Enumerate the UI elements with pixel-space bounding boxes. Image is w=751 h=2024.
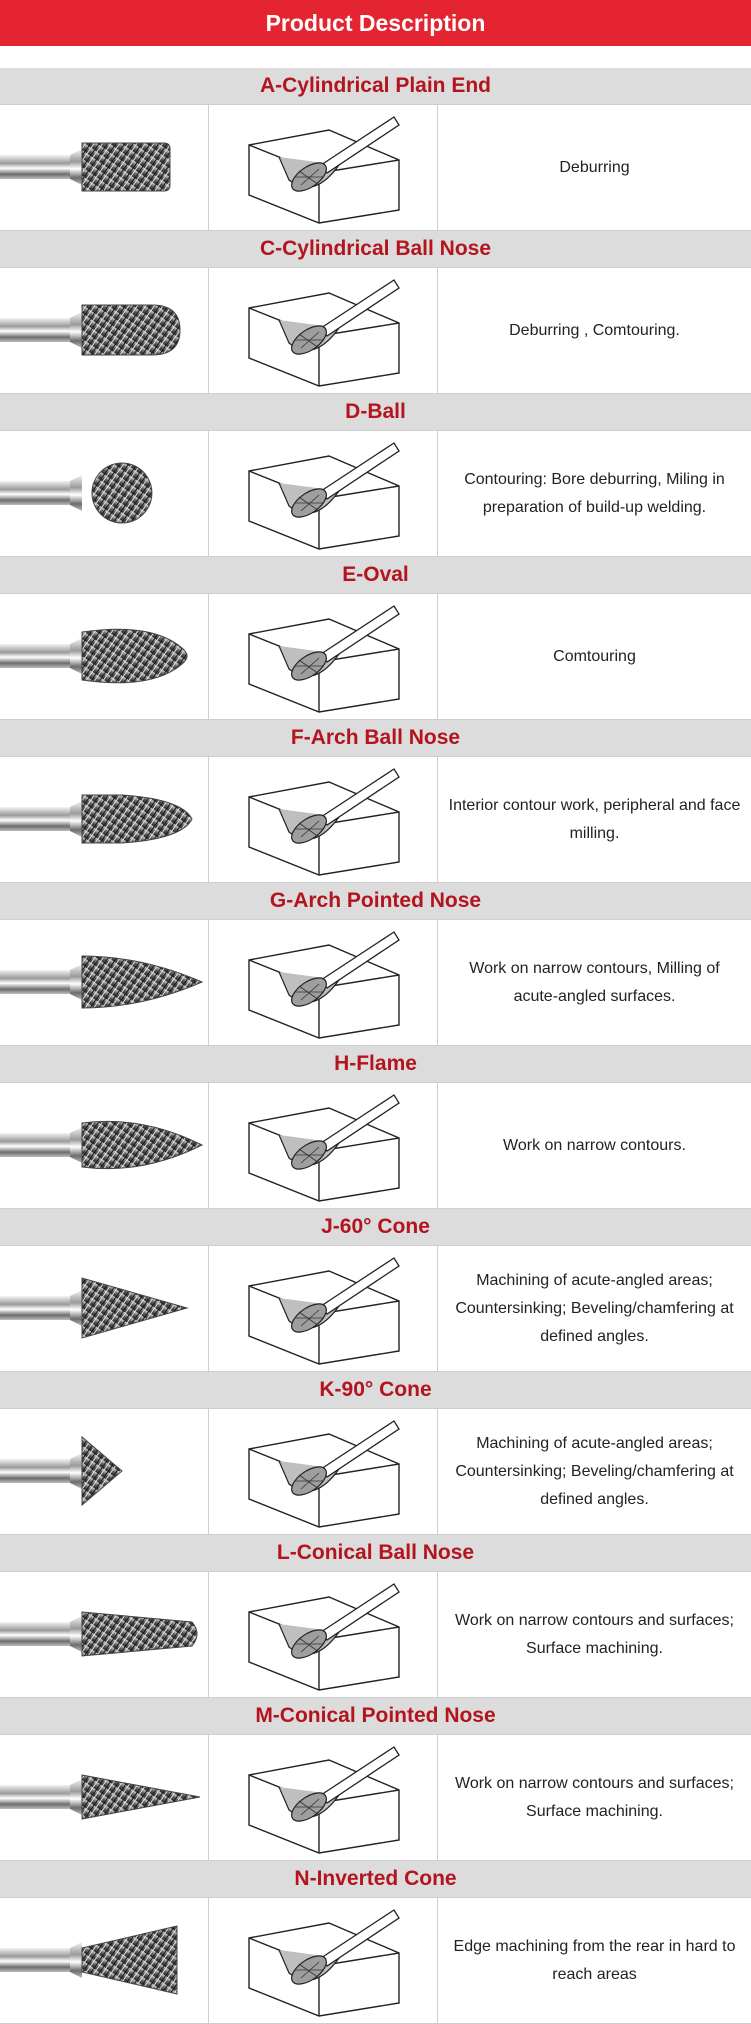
section-description: Comtouring: [553, 647, 636, 665]
application-diagram-icon: [209, 1246, 438, 1371]
burr-head: [82, 795, 192, 843]
burr-shank: [0, 481, 80, 505]
burr-shank: [0, 1459, 80, 1483]
section-title: D-Ball: [0, 394, 751, 430]
section-title: G-Arch Pointed Nose: [0, 883, 751, 919]
section-title: J-60° Cone: [0, 1209, 751, 1245]
section-description: Edge machining from the rear in hard to reach areas: [453, 1937, 736, 1983]
section-title: C-Cylindrical Ball Nose: [0, 231, 751, 267]
section-row: [0, 1571, 751, 1698]
burr-head: [82, 629, 187, 683]
section-row: [0, 1082, 751, 1209]
burr-neck: [70, 1616, 82, 1652]
section-description: Work on narrow contours and surfaces; Surface machining.: [455, 1611, 734, 1657]
banner-spacer: [0, 46, 751, 68]
burr-shank: [0, 1296, 80, 1320]
section-title: M-Conical Pointed Nose: [0, 1698, 751, 1734]
section-row: [0, 104, 751, 231]
burr-head: [82, 1278, 187, 1338]
section-description: Work on narrow contours.: [503, 1136, 686, 1154]
burr-shank: [0, 1948, 80, 1972]
product-section: [0, 394, 751, 557]
burr-head: [92, 463, 152, 523]
section-description: Machining of acute-angled areas; Countersinking; Beveling/chamfering at defined angles.: [455, 1271, 734, 1345]
section-row: [0, 1245, 751, 1372]
burr-shank: [0, 318, 80, 342]
application-diagram-icon: [209, 1083, 438, 1208]
burr-neck: [70, 1127, 82, 1163]
arch-ball-nose-burr-icon: [0, 757, 209, 882]
product-section: [0, 883, 751, 1046]
oval-burr-icon: [0, 594, 209, 719]
burr-head: [82, 1612, 197, 1656]
application-diagram-icon: [209, 105, 438, 230]
cylindrical-ball-nose-burr-icon: [0, 268, 209, 393]
inverted-cone-burr-icon: [0, 1898, 209, 2023]
conical-pointed-nose-burr-icon: [0, 1735, 209, 1860]
ball-burr-icon: [0, 431, 209, 556]
product-section: [0, 557, 751, 720]
burr-shank: [0, 644, 80, 668]
application-diagram-icon: [209, 431, 438, 556]
burr-neck: [70, 312, 82, 348]
burr-shank: [0, 1785, 80, 1809]
product-section: [0, 720, 751, 883]
application-diagram-icon: [209, 920, 438, 1045]
section-row: [0, 430, 751, 557]
section-row: [0, 756, 751, 883]
section-row: [0, 919, 751, 1046]
burr-head: [82, 1775, 200, 1819]
burr-neck: [70, 1290, 82, 1326]
cylindrical-plain-end-burr-icon: [0, 105, 209, 230]
burr-head: [82, 143, 170, 191]
burr-head: [82, 305, 180, 355]
section-title: L-Conical Ball Nose: [0, 1535, 751, 1571]
section-description: Deburring , Comtouring.: [509, 321, 680, 339]
section-row: [0, 593, 751, 720]
burr-head: [82, 956, 202, 1008]
section-row: [0, 1897, 751, 2024]
product-section: [0, 1046, 751, 1209]
product-section: [0, 1209, 751, 1372]
section-title: E-Oval: [0, 557, 751, 593]
section-title: A-Cylindrical Plain End: [0, 68, 751, 104]
burr-shank: [0, 1622, 80, 1646]
product-section: [0, 1861, 751, 2024]
section-description: Machining of acute-angled areas; Countersinking; Beveling/chamfering at defined angles.: [455, 1434, 734, 1508]
application-diagram-icon: [209, 268, 438, 393]
burr-neck: [70, 1453, 82, 1489]
section-row: [0, 267, 751, 394]
section-description: Interior contour work, peripheral and face milling.: [448, 796, 741, 842]
burr-shank: [0, 970, 80, 994]
application-diagram-icon: [209, 757, 438, 882]
application-diagram-icon: [209, 1409, 438, 1534]
product-section: [0, 1372, 751, 1535]
page-title-banner: [0, 0, 751, 46]
flame-burr-icon: [0, 1083, 209, 1208]
burr-shank: [0, 155, 80, 179]
burr-neck: [70, 964, 82, 1000]
section-description: Work on narrow contours and surfaces; Surface machining.: [455, 1774, 734, 1820]
arch-pointed-nose-burr-icon: [0, 920, 209, 1045]
section-title: N-Inverted Cone: [0, 1861, 751, 1897]
burr-neck: [70, 801, 82, 837]
section-description: Work on narrow contours, Milling of acute-angled surfaces.: [469, 959, 720, 1005]
burr-head: [82, 1437, 122, 1505]
section-title: F-Arch Ball Nose: [0, 720, 751, 756]
product-section: [0, 1698, 751, 1861]
section-row: [0, 1408, 751, 1535]
cone-60-burr-icon: [0, 1246, 209, 1371]
application-diagram-icon: [209, 1572, 438, 1697]
burr-head: [82, 1121, 202, 1168]
section-description: Deburring: [559, 158, 630, 176]
application-diagram-icon: [209, 1898, 438, 2023]
section-row: [0, 1734, 751, 1861]
cone-90-burr-icon: [0, 1409, 209, 1534]
application-diagram-icon: [209, 1735, 438, 1860]
page-title: Product Description: [265, 9, 486, 36]
product-section: [0, 68, 751, 231]
burr-neck: [70, 149, 82, 185]
burr-head: [82, 1926, 177, 1994]
burr-neck: [70, 1942, 82, 1978]
product-section: [0, 231, 751, 394]
burr-neck: [70, 638, 82, 674]
burr-shank: [0, 807, 80, 831]
burr-shank: [0, 1133, 80, 1157]
application-diagram-icon: [209, 594, 438, 719]
burr-neck: [70, 1779, 82, 1815]
burr-neck: [70, 475, 82, 511]
conical-ball-nose-burr-icon: [0, 1572, 209, 1697]
section-title: K-90° Cone: [0, 1372, 751, 1408]
product-sections: [0, 68, 751, 2024]
section-description: Contouring: Bore deburring, Miling in preparation of build-up welding.: [464, 470, 725, 516]
product-section: [0, 1535, 751, 1698]
section-title: H-Flame: [0, 1046, 751, 1082]
